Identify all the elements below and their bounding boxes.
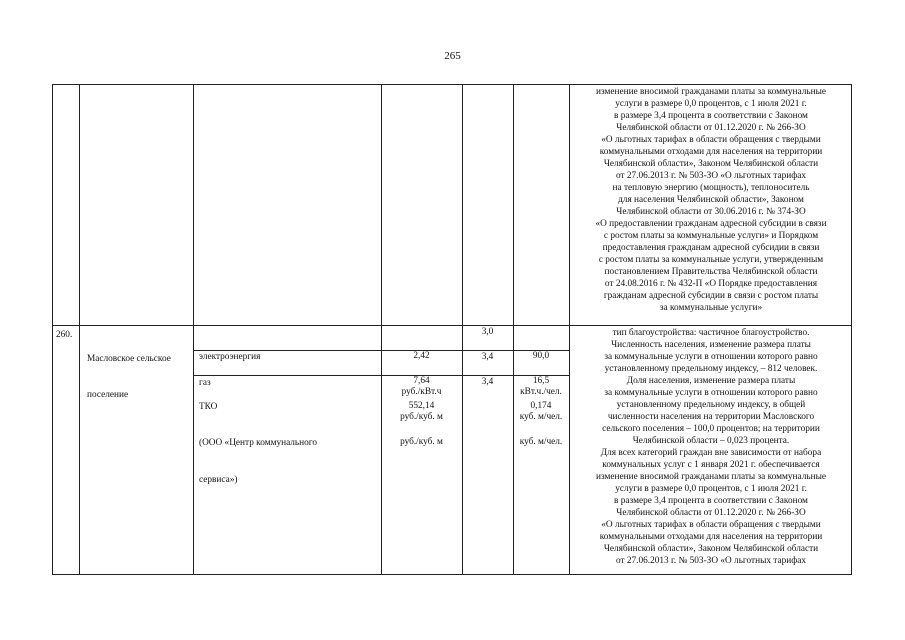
note-line: численности населения на территории Масловского [607,412,815,422]
note-line: коммунальных услуг с 1 января 2021 г. обеспечивается [602,460,820,470]
note-line: Челябинской области», Законом Челябинской области [603,544,819,554]
note-line: на тепловую энергию (мощность), теплоноситель [612,183,810,193]
settlement-line: поселение [87,390,129,401]
note-line: от 24.08.2016 г. № 432-П «О Порядке предоставления [604,279,818,289]
service-index: 3,4 [481,352,494,362]
note-line: постановлением Правительства Челябинской области [604,267,818,277]
note-line: для населения Челябинской области», Законом [618,195,804,205]
tariff-value: 2,42 [413,351,430,362]
note-line: Челябинской области от 01.12.2020 г. № 266-ЗО [616,508,806,518]
norm-value: 90,0 [532,351,550,362]
row-number: 260. [56,330,73,340]
note-line: с ростом платы за коммунальные услуги» и Порядком [603,231,819,241]
norm-unit: кВт.ч./чел. [520,387,562,398]
norm-unit: куб. м/чел. [519,412,563,423]
note-line: от 27.06.2013 г. № 503-ЗО «О льготных тарифах [615,556,807,566]
service-line: (ООО «Центр коммунального [199,438,318,449]
service-line: электроэнергия [199,352,261,363]
service-line: ТКО [199,402,218,413]
note-line: «О предоставлении гражданам адресной субсидии в связи [595,219,827,229]
tariff-value: 552,14 [408,401,435,412]
norm-unit: куб. м/чел. [519,437,563,448]
note-line: с ростом платы за коммунальные услуги, утвержденным [598,255,824,265]
note-line: Челябинской области от 01.12.2020 г. № 266-ЗО [616,123,806,133]
column-divider [569,85,570,574]
note-line: Челябинской области – 0,023 процента. [632,436,790,446]
note-line: коммунальными отходами для населения на территории [599,532,823,542]
note-line: услуги в размере 0,0 процентов, с 1 июля 2021 г. [615,99,807,109]
tariff-unit: руб./куб. м [400,412,443,423]
note-line: Челябинской области», Законом Челябинской области [603,159,819,169]
note-line: Челябинской области от 30.06.2016 г. № 374-ЗО [616,207,806,217]
service-tariff [381,376,462,473]
service-index: 3,4 [481,377,494,387]
note-line: за коммунальные услуги» [659,303,763,313]
settlement-name [87,329,171,426]
note-line: в размере 3,4 процента в соответствии с Законом [614,496,808,506]
note-line: установленному предельному индексу, в общей [616,400,806,410]
service-index: 3,0 [481,327,494,337]
service-line: сервиса») [199,474,238,485]
service-name [199,377,317,510]
note-line: изменение вносимой гражданами платы за коммунальные [596,87,826,97]
norm-value: 0,174 [530,401,552,412]
column-divider [79,85,80,574]
note-line: Для всех категорий граждан вне зависимости от набора [600,448,822,458]
norm-value: 16,5 [532,376,550,387]
row-notes [571,327,851,567]
service-line: газ [199,378,211,389]
page-number: 265 [444,50,461,62]
note-line: «О льготных тарифах в области обращения с твердыми [601,520,821,530]
note-line: изменение вносимой гражданами платы за коммунальные [596,472,826,482]
tariff-table [52,84,852,575]
note-line: от 27.06.2013 г. № 503-ЗО «О льготных тарифах [615,171,807,181]
note-line: Доля населения, изменение размера платы [626,376,796,386]
note-line: гражданам адресной субсидии в связи с ростом платы [603,291,819,301]
tariff-unit: руб./куб. м [400,437,443,448]
note-line: установленному предельному индексу, – 812 человек. [604,364,818,374]
column-divider [193,85,194,574]
service-norm [513,376,569,473]
note-line: коммунальными отходами для населения на территории [599,147,823,157]
tariff-value: 7,64 [413,376,430,387]
note-line: тип благоустройства: частичное благоустройство. [612,328,810,338]
note-line: за коммунальные услуги в отношении которого равно [604,352,818,362]
settlement-line: Масловское сельское [87,354,171,365]
tariff-unit: руб./кВт.ч [401,387,442,398]
continued-notes [571,86,851,314]
note-line: «О льготных тарифах в области обращения с твердыми [601,135,821,145]
note-line: сельского поселения – 100,0 процентов; на территории [602,424,820,434]
note-line: предоставления гражданам адресной субсидии в связи [602,243,820,253]
note-line: услуги в размере 0,0 процентов, с 1 июля 2021 г. [615,484,807,494]
note-line: за коммунальные услуги в отношении которого равно [604,388,818,398]
note-line: в размере 3,4 процента в соответствии с Законом [614,111,808,121]
note-line: Численность населения, изменение размера платы [611,340,811,350]
